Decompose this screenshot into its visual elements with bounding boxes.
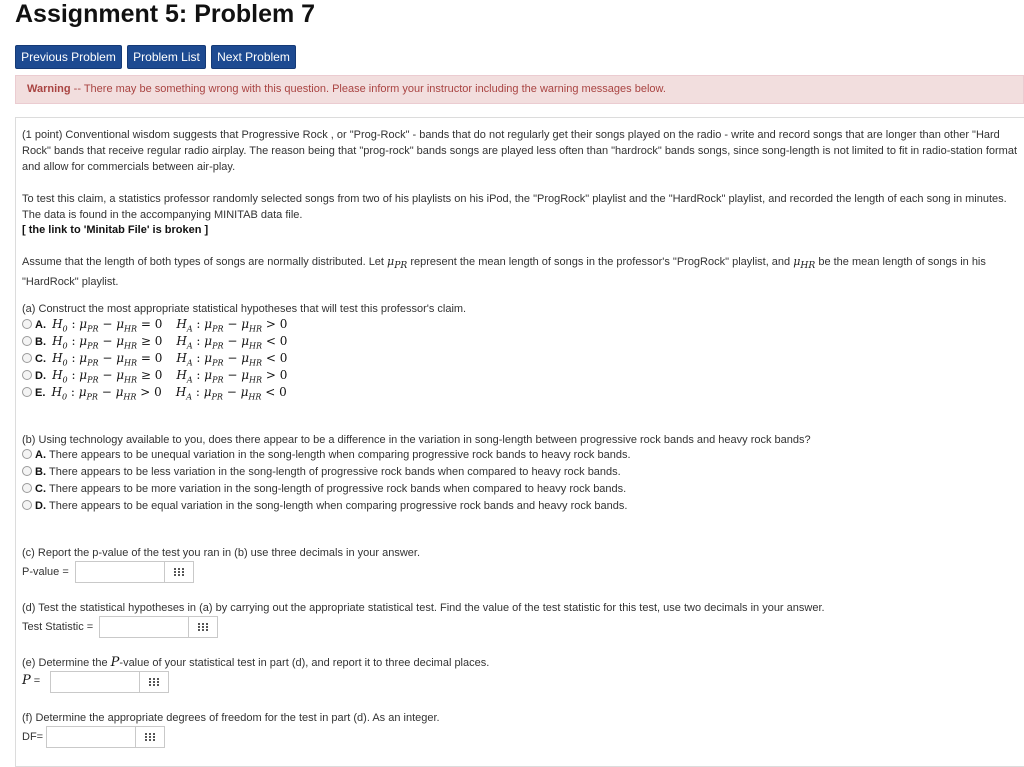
radio-button[interactable] bbox=[22, 500, 32, 510]
part-a-option-d[interactable]: D. $H_0$ : $\mu_{PR} - \mu_{HR} \ge 0$ $H_A$ : $\mu_{PR} - \mu_{HR} > 0$ bbox=[22, 367, 287, 383]
warning-text: -- There may be something wrong with this question. Please inform your instructor including the warning messages below. bbox=[70, 83, 666, 95]
part-b-option-a[interactable]: A. There appears to be unequal variation in the song-length when comparing progressive rock bands to heavy rock bands. bbox=[22, 447, 631, 463]
radio-button[interactable] bbox=[22, 483, 32, 493]
part-a-question: (a) Construct the most appropriate statistical hypotheses that will test this professor's claim. bbox=[22, 303, 467, 315]
part-d-question: (d) Test the statistical hypotheses in (a) by carrying out the appropriate statistical test. Find the value of the test statistic for this test, use two decimals in your answer. bbox=[22, 602, 825, 614]
radio-button[interactable] bbox=[22, 353, 32, 363]
keypad-button[interactable] bbox=[189, 616, 218, 638]
p-value-label: P-value = bbox=[22, 566, 69, 578]
keypad-button[interactable] bbox=[136, 726, 165, 748]
keypad-grid-icon bbox=[149, 678, 159, 687]
assumption-text: Assume that the length of both types of songs are normally distributed. Let $\mu_{PR}$ represent the mean length of songs in the professor's "ProgRock" playlist, and $\mu_{HR}$ be the mean length of songs in his "HardRock" playlist. bbox=[22, 255, 986, 289]
broken-link-note: [ the link to 'Minitab File' is broken ] bbox=[22, 224, 209, 236]
part-a-option-b[interactable]: B. $H_0$ : $\mu_{PR} - \mu_{HR} \ge 0$ $H_A$ : $\mu_{PR} - \mu_{HR} < 0$ bbox=[22, 333, 287, 349]
warning-label: Warning bbox=[27, 83, 71, 95]
p-label: P = bbox=[22, 673, 41, 688]
test-statistic-input[interactable] bbox=[99, 616, 189, 638]
df-label: DF= bbox=[22, 731, 44, 743]
p-input[interactable] bbox=[50, 671, 140, 693]
mu-hr-symbol: $\mu_{HR}$ bbox=[793, 255, 816, 272]
df-input[interactable] bbox=[46, 726, 136, 748]
part-a-option-a[interactable]: A. $H_0$ : $\mu_{PR} - \mu_{HR} = 0$ $H_A$ : $\mu_{PR} - \mu_{HR} > 0$ bbox=[22, 316, 287, 332]
radio-button[interactable] bbox=[22, 370, 32, 380]
p-value-input[interactable] bbox=[75, 561, 165, 583]
part-f-question: (f) Determine the appropriate degrees of freedom for the test in part (d). As an integer. bbox=[22, 712, 440, 724]
part-b-option-b[interactable]: B. There appears to be less variation in the song-length of progressive rock bands when compared to heavy rock bands. bbox=[22, 464, 621, 480]
page-title: Assignment 5: Problem 7 bbox=[15, 0, 316, 28]
keypad-grid-icon bbox=[145, 733, 155, 742]
radio-button[interactable] bbox=[22, 449, 32, 459]
part-e-question: (e) Determine the P-value of your statistical test in part (d), and report it to three decimal places. bbox=[22, 655, 490, 670]
part-c-question: (c) Report the p-value of the test you ran in (b) use three decimals in your answer. bbox=[22, 547, 421, 559]
problem-list-button[interactable]: Problem List bbox=[127, 45, 206, 69]
keypad-button[interactable] bbox=[165, 561, 194, 583]
part-b-option-c[interactable]: C. There appears to be more variation in the song-length of progressive rock bands when compared to heavy rock bands. bbox=[22, 481, 626, 497]
radio-button[interactable] bbox=[22, 387, 32, 397]
test-statistic-label: Test Statistic = bbox=[22, 621, 94, 633]
part-b-option-d[interactable]: D. There appears to be equal variation in the song-length when comparing progressive rock bands and heavy rock bands. bbox=[22, 498, 627, 514]
test-claim-text: To test this claim, a statistics professor randomly selected songs from two of his playlists on his iPod, the "ProgRock" playlist and the "HardRock" playlist, and recorded the length of each song in minutes. The data is found in the accompanying MINITAB data file. bbox=[22, 193, 1007, 221]
keypad-button[interactable] bbox=[140, 671, 169, 693]
radio-button[interactable] bbox=[22, 336, 32, 346]
next-problem-button[interactable]: Next Problem bbox=[211, 45, 296, 69]
keypad-grid-icon bbox=[174, 568, 184, 577]
part-a-option-e[interactable]: E. $H_0$ : $\mu_{PR} - \mu_{HR} > 0$ $H_A$ : $\mu_{PR} - \mu_{HR} < 0$ bbox=[22, 384, 287, 400]
keypad-grid-icon bbox=[198, 623, 208, 632]
problem-intro: (1 point) Conventional wisdom suggests that Progressive Rock , or "Prog-Rock" - bands that do not regularly get their songs played on the radio - write and record songs that are longer than other "Hard Rock" bands that receive regular radio airplay. The reason being that "prog-rock" bands songs are played less often than "hardrock" bands songs, since song-length is not limited to fit in radio-station format and allow for commercials between air-play. bbox=[22, 129, 1017, 173]
part-a-option-c[interactable]: C. $H_0$ : $\mu_{PR} - \mu_{HR} = 0$ $H_A$ : $\mu_{PR} - \mu_{HR} < 0$ bbox=[22, 350, 287, 366]
part-b-question: (b) Using technology available to you, does there appear to be a difference in the variation in song-length between progressive rock bands and heavy rock bands? bbox=[22, 434, 811, 446]
previous-problem-button[interactable]: Previous Problem bbox=[15, 45, 122, 69]
radio-button[interactable] bbox=[22, 466, 32, 476]
mu-pr-symbol: $\mu_{PR}$ bbox=[387, 255, 408, 272]
radio-button[interactable] bbox=[22, 319, 32, 329]
warning-banner bbox=[15, 75, 1024, 104]
